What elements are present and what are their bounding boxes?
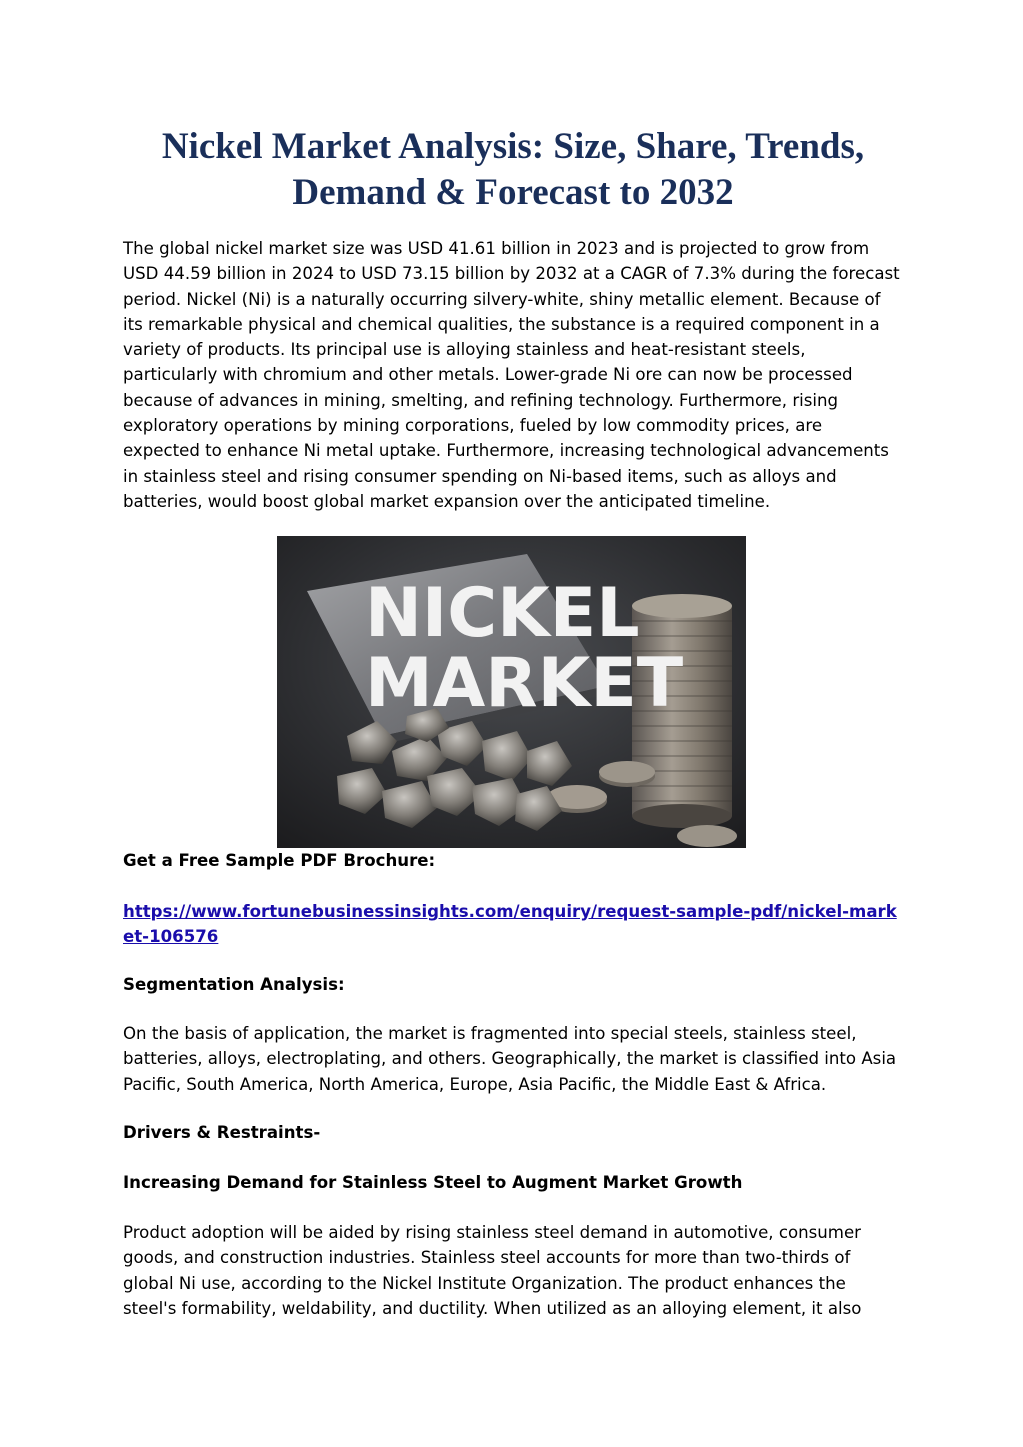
title-line-2: Demand & Forecast to 2032 [292,172,734,213]
nickel-market-image [277,536,746,848]
drivers-subheading: Increasing Demand for Stainless Steel to Augment Market Growth [123,1173,743,1192]
segmentation-paragraph: On the basis of application, the market is fragmented into special steels, stainless steel, batteries, alloys, electroplating, and others. Geographically, the market is classified into Asia Pacific, South America, North America, Europe, Asia Pacific, the Middle East & Africa. [123,1024,897,1094]
drivers-heading: Drivers & Restraints- [123,1123,321,1142]
segmentation-heading: Segmentation Analysis: [123,975,345,994]
image-text-line-2: MARKET [365,644,684,723]
image-text-line-1: NICKEL [365,574,640,653]
title-line-1: Nickel Market Analysis: Size, Share, Trends, [161,126,865,167]
page-title [113,124,913,216]
drivers-paragraph: Product adoption will be aided by rising stainless steel demand in automotive, consumer goods, and construction industries. Stainless steel accounts for more than two-thirds of global Ni use, according to the Nickel Institute Organization. The product enhances the steel's formability, weldability, and ductility. When utilized as an alloying element, it also [123,1223,862,1318]
intro-paragraph: The global nickel market size was USD 41.61 billion in 2023 and is projected to grow from USD 44.59 billion in 2024 to USD 73.15 billion by 2032 at a CAGR of 7.3% during the forecast period. Nickel (Ni) is a naturally occurring silvery-white, shiny metallic element. Because of its remarkable physical and chemical qualities, the substance is a required component in a variety of products. Its principal use is alloying stainless and heat-resistant steels, particularly with chromium and other metals. Lower-grade Ni ore can now be processed because of advances in mining, smelting, and refining technology. Furthermore, rising exploratory operations by mining corporations, fueled by low commodity prices, are expected to enhance Ni metal uptake. Furthermore, increasing technological advancements in stainless steel and rising consumer spending on Ni-based items, such as alloys and batteries, would boost global market expansion over the anticipated timeline. [123,239,900,511]
sample-link-paragraph [123,899,903,950]
sample-heading: Get a Free Sample PDF Brochure: [123,851,436,870]
sample-pdf-link[interactable]: https://www.fortunebusinessinsights.com/enquiry/request-sample-pdf/nickel-market-106576 [123,902,897,947]
